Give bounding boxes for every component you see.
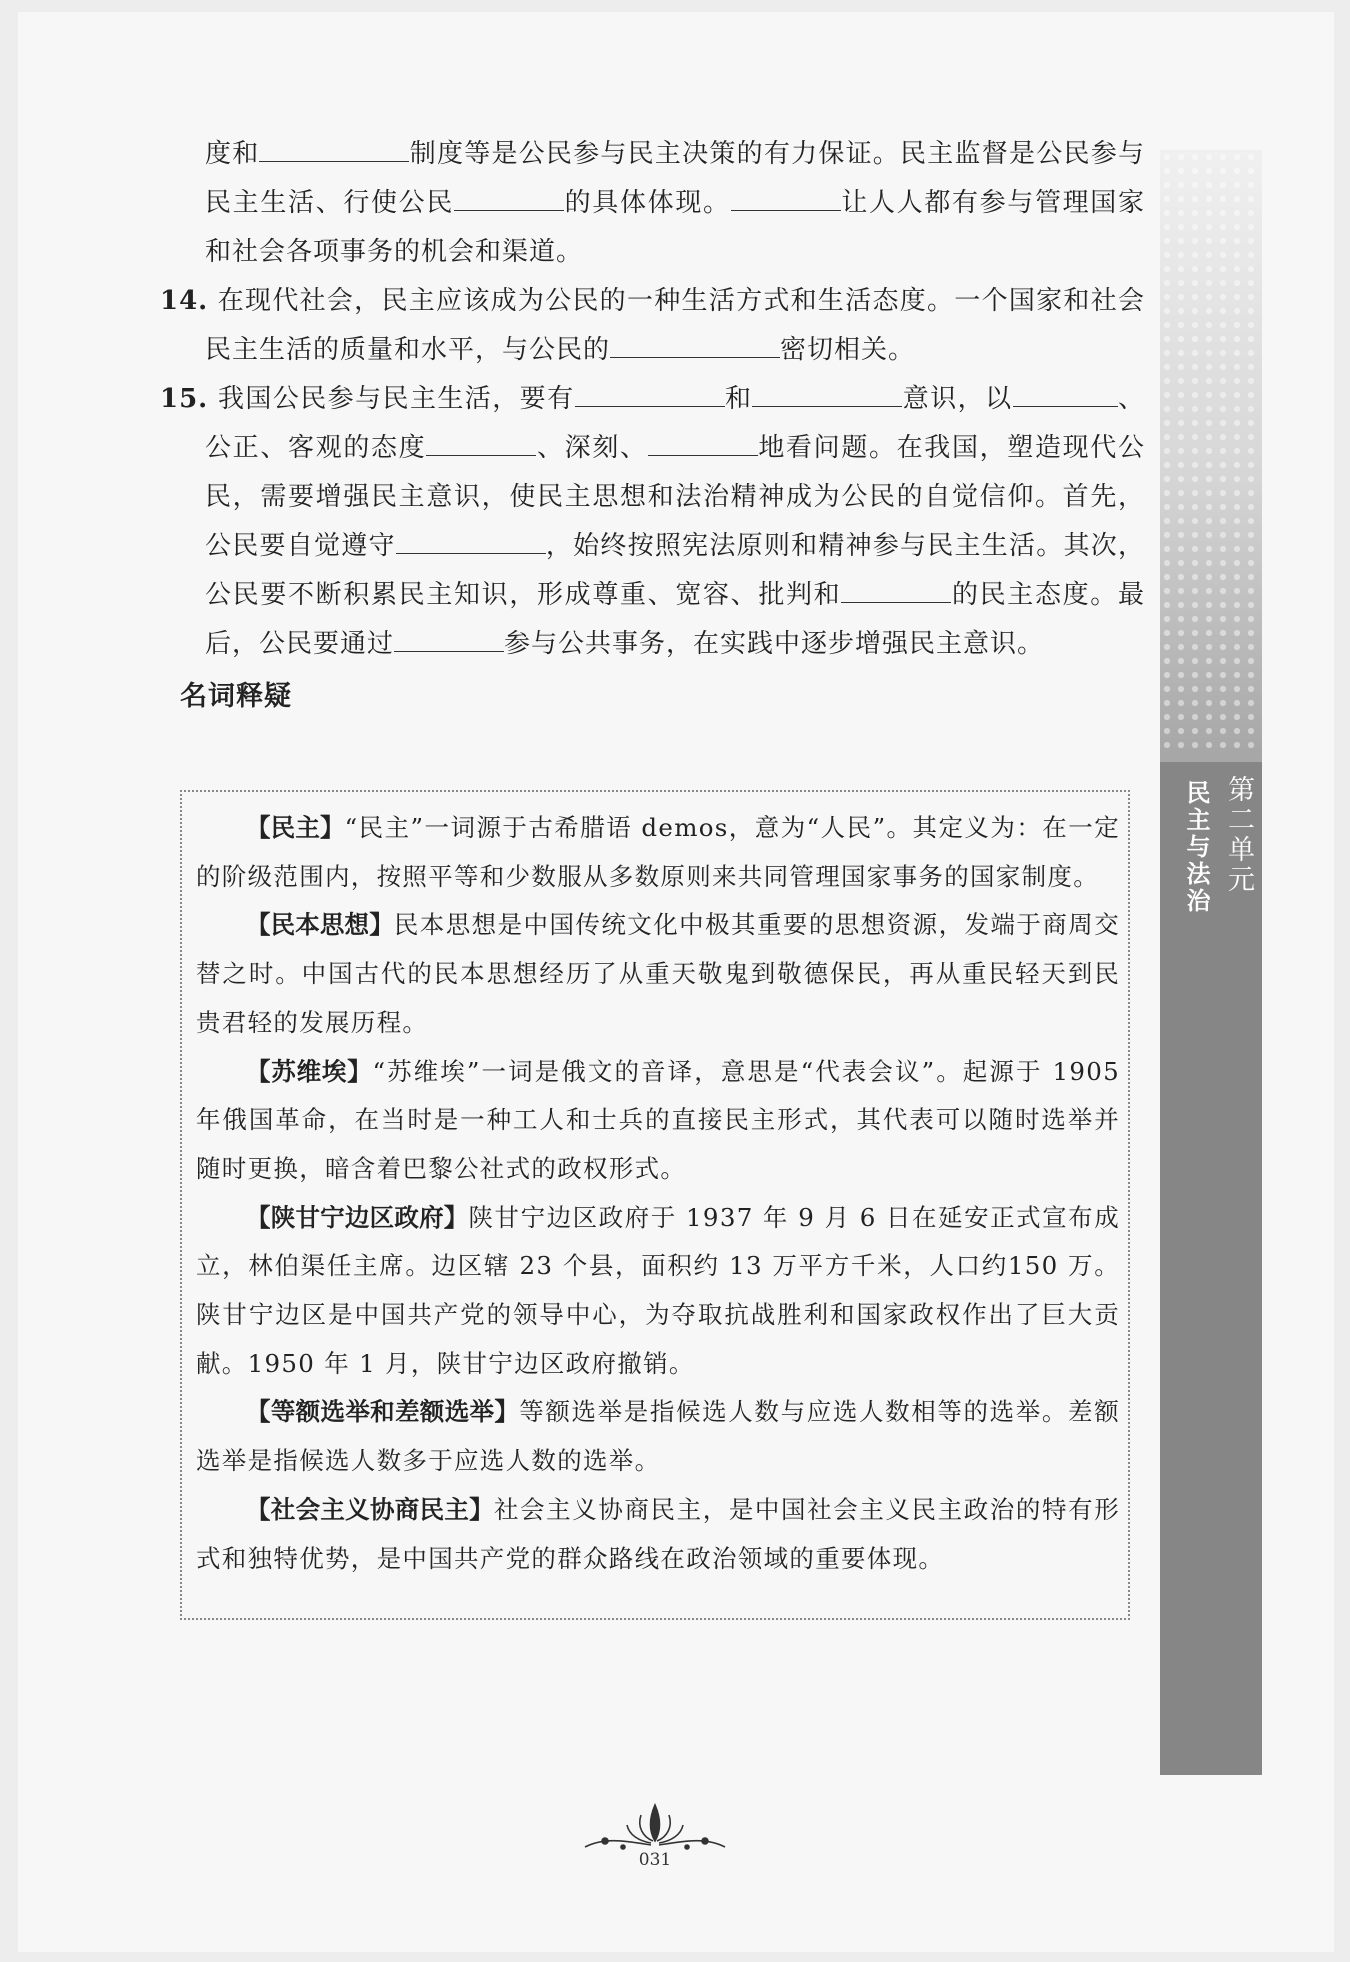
answer-blank[interactable] bbox=[394, 623, 504, 652]
question-13-continued: 度和 制度等是公民参与民主决策的有力保证。民主监督是公民参与民主生活、行使公民 的具体体现。 让人人都有参与管理国家和社会各项事务的机会和渠道。 bbox=[160, 130, 1145, 277]
question-number: 14. bbox=[160, 286, 209, 316]
glossary-entry: 【等额选举和差额选举】等额选举是指候选人数与应选人数相等的选举。差额选举是指候选人数多于应选人数的选举。 bbox=[196, 1397, 1120, 1476]
glossary-term: 【等额选举和差额选举】 bbox=[246, 1397, 520, 1427]
answer-blank[interactable] bbox=[259, 133, 409, 162]
page-number: 031 bbox=[638, 1850, 672, 1870]
glossary-entry: 【民本思想】民本思想是中国传统文化中极其重要的思想资源，发端于商周交替之时。中国古代的民本思想经历了从重天敬鬼到敬德保民，再从重民轻天到民贵君轻的发展历程。 bbox=[196, 910, 1120, 1037]
question-14: 14. 在现代社会，民主应该成为公民的一种生活方式和生活态度。一个国家和社会民主生活的质量和水平，与公民的 密切相关。 bbox=[160, 286, 1145, 365]
answer-blank[interactable] bbox=[648, 427, 758, 456]
answer-blank[interactable] bbox=[731, 182, 841, 211]
glossary-term: 【陕甘宁边区政府】 bbox=[246, 1202, 469, 1232]
glossary-entry: 【苏维埃】“苏维埃”一词是俄文的音译，意思是“代表会议”。起源于 1905 年俄国革命，在当时是一种工人和士兵的直接民主形式，其代表可以随时选举并随时更换，暗含着巴黎公社式的政权形式。 bbox=[196, 1056, 1120, 1183]
exercise-content bbox=[160, 130, 1145, 719]
glossary-box bbox=[180, 790, 1130, 1620]
answer-blank[interactable] bbox=[841, 574, 951, 603]
glossary-entry: 【民主】“民主”一词源于古希腊语 demos，意为“人民”。其定义为：在一定的阶级范围内，按照平等和少数服从多数原则来共同管理国家事务的国家制度。 bbox=[196, 813, 1121, 891]
answer-blank[interactable] bbox=[396, 525, 546, 554]
answer-blank[interactable] bbox=[610, 329, 780, 358]
glossary-term: 【民主】 bbox=[246, 813, 345, 842]
glossary-entry: 【社会主义协商民主】社会主义协商民主，是中国社会主义民主政治的特有形式和独特优势，是中国共产党的群众路线在政治领域的重要体现。 bbox=[196, 1494, 1120, 1573]
answer-blank[interactable] bbox=[752, 378, 902, 407]
question-number: 15. bbox=[160, 384, 209, 414]
answer-blank[interactable] bbox=[454, 182, 564, 211]
glossary-term: 【苏维埃】 bbox=[246, 1056, 373, 1086]
question-15: 15. 我国公民参与民主生活，要有 和 意识，以 、公正、客观的态度 、深刻、 地看问题。在我国，塑造现代公民，需要增强民主意识，使民主思想和法治精神成为公民的自觉信仰。首先，公民要自觉遵守 ，始终按照宪法原则和精神参与民主生活。其次，公民要不断积累民主知识，形成尊重、宽容、批判和 的民主态度。最后，公民要通过 参与公共事务，在实践中逐步增强民主意识。 bbox=[160, 375, 1145, 669]
glossary-term: 【社会主义协商民主】 bbox=[246, 1494, 494, 1524]
answer-blank[interactable] bbox=[426, 427, 536, 456]
unit-label: 第二单元 bbox=[1223, 775, 1254, 895]
floral-ornament-icon bbox=[575, 1797, 735, 1857]
section-title: 名词释疑 bbox=[180, 681, 292, 712]
glossary-term: 【民本思想】 bbox=[246, 910, 394, 940]
answer-blank[interactable] bbox=[1013, 378, 1118, 407]
glossary-entry: 【陕甘宁边区政府】陕甘宁边区政府于 1937 年 9 月 6 日在延安正式宣布成立，林伯渠任主席。边区辖 23 个县，面积约 13 万平方千米，人口约150 万。陕甘宁边区是中国共产党的领导中心，为夺取抗战胜利和国家政权作出了巨大贡献。1950 年 1 月，陕甘宁边区政府撤销。 bbox=[196, 1202, 1120, 1378]
sidebar-dots bbox=[1160, 150, 1262, 750]
answer-blank[interactable] bbox=[575, 378, 725, 407]
unit-subtitle: 民主与法治 bbox=[1182, 780, 1210, 915]
